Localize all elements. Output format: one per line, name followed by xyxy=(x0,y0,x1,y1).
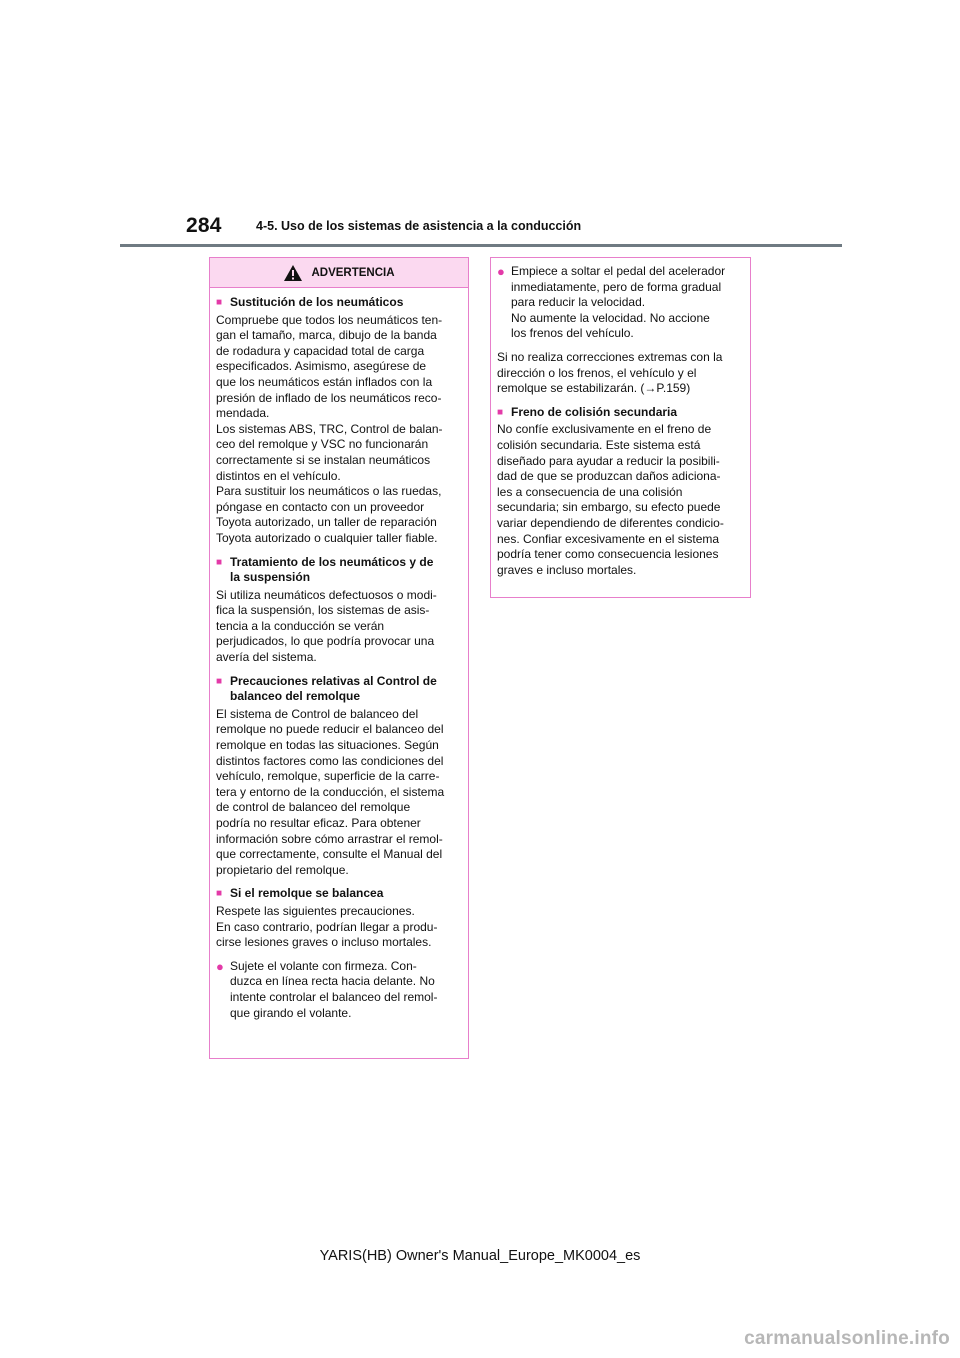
subheading-tire-treatment: ■ Tratamiento de los neumáticos y de la suspensión xyxy=(216,554,434,585)
page-number: 284 xyxy=(186,214,222,237)
subheading-tire-replacement: ■ Sustitución de los neumáticos xyxy=(216,295,404,309)
circle-bullet-icon: ● xyxy=(497,264,505,279)
warning-continuation-box xyxy=(490,257,751,598)
paragraph-stabilize: Si no realiza correcciones extremas con la dirección o los frenos, el vehículo y el remolque se estabilizarán. (→P.159) xyxy=(497,349,723,396)
footer-document-id: YARIS(HB) Owner's Manual_Europe_MK0004_es xyxy=(319,1248,641,1264)
header-rule xyxy=(120,244,842,247)
continuation-body xyxy=(491,258,750,578)
warning-body xyxy=(210,288,468,1021)
square-bullet-icon: ■ xyxy=(216,888,223,900)
watermark: carmanualsonline.info xyxy=(744,1328,950,1349)
warning-label: ADVERTENCIA xyxy=(311,266,395,279)
list-item: ● Sujete el volante con firmeza. Con- duzca en línea recta hacia delante. No intente controlar el balanceo del remol- que girando el volante. xyxy=(216,958,438,1020)
circle-bullet-icon: ● xyxy=(216,958,224,974)
warning-box xyxy=(209,257,469,1059)
paragraph-tire-replacement: Compruebe que todos los neumáticos ten- gan el tamaño, marca, dibujo de la banda de rodadura y capacidad total de carga especificados. Asimismo, asegúrese de que los neumáticos están inflados con la presión de inflado de los neumáticos reco- mendada. Los sistemas ABS, TRC, Control de balan- ceo del remolque y VSC no funcionarán correctamente si se instalan neumáticos distintos en el vehículo. Para sustituir los neumáticos o las ruedas, póngase en contacto con un proveedor Toyota autorizado, un taller de reparación Toyota autorizado o cualquier taller fiable. xyxy=(216,312,443,545)
paragraph-trailer-sways: Respete las siguientes precauciones. En caso contrario, podrían llegar a produ- cirse lesiones graves o incluso mortales. xyxy=(216,903,438,950)
warning-header xyxy=(210,258,468,288)
paragraph-trailer-sway-precautions: El sistema de Control de balanceo del remolque no puede reducir el balanceo del remolque en todas las situaciones. Según distintos factores como las condiciones del vehículo, remolque, superficie de la carre- tera y entorno de la conducción, el sistema de control de balanceo del remolque podría no resultar eficaz. Para obtener información sobre cómo arrastrar el remol- que correctamente, consulte el Manual del propietario del remolque. xyxy=(216,706,445,877)
square-bullet-icon: ■ xyxy=(216,297,223,308)
subheading-trailer-sway-precautions: ■ Precauciones relativas al Control de balanceo del remolque xyxy=(216,673,437,704)
subheading-trailer-sways: ■ Si el remolque se balancea xyxy=(216,886,384,901)
warning-triangle-icon xyxy=(283,264,303,282)
square-bullet-icon: ■ xyxy=(216,556,223,568)
list-item: ● Empiece a soltar el pedal del acelerador inmediatamente, pero de forma gradual para reducir la velocidad. No aumente la velocidad. No accione los frenos del vehículo. xyxy=(497,264,726,341)
paragraph-secondary-collision-brake: No confíe exclusivamente en el freno de colisión secundaria. Este sistema está diseñado para ayudar a reducir la posibili- dad de que se produzcan daños adiciona- les a consecuencia de una colisión secundaria; sin embargo, su efecto puede variar dependiendo de diferentes condicio- nes. Confiar excesivamente en el sistema podría tener como consecuencia lesiones graves e incluso mortales. xyxy=(497,422,724,577)
square-bullet-icon: ■ xyxy=(216,675,223,687)
paragraph-tire-treatment: Si utiliza neumáticos defectuosos o modi- fica la suspensión, los sistemas de asis- tencia a la conducción se verán perjudicados, lo que podría provocar una avería del sistema. xyxy=(216,587,437,665)
subheading-secondary-collision-brake: ■ Freno de colisión secundaria xyxy=(497,404,678,419)
section-title: 4-5. Uso de los sistemas de asistencia a la conducción xyxy=(256,219,582,233)
square-bullet-icon: ■ xyxy=(497,406,504,418)
